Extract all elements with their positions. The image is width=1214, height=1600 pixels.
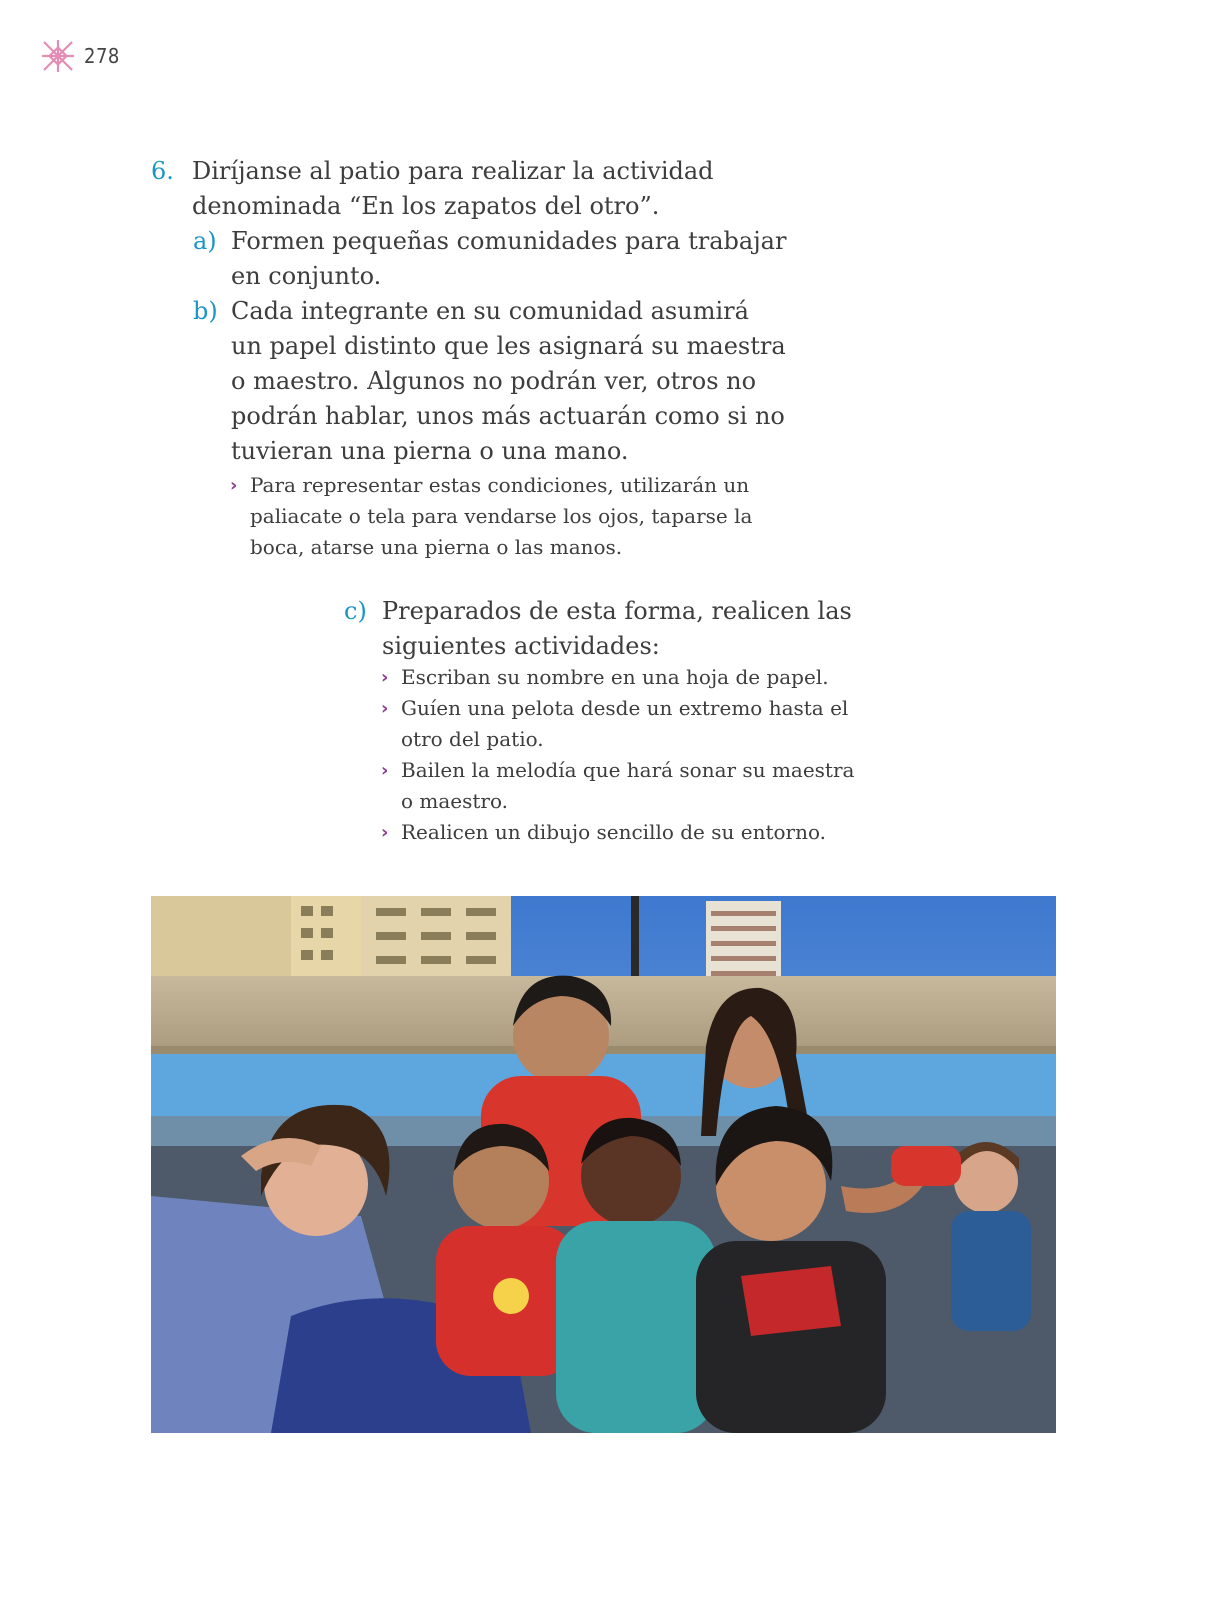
bullet-b	[230, 470, 850, 563]
item-b	[193, 294, 851, 469]
item-c-marker: c)	[344, 597, 367, 625]
bullet-c-line: o maestro.	[401, 789, 509, 813]
bullet-c-line: Escriban su nombre en una hoja de papel.	[401, 665, 829, 689]
item-c-line: Preparados de esta forma, realicen las	[382, 597, 852, 625]
bullet-chevron-icon: ›	[381, 822, 389, 843]
item-b-line: podrán hablar, unos más actuarán como si no	[231, 402, 785, 430]
bullet-chevron-icon: ›	[381, 698, 389, 719]
bullet-b-line: Para representar estas condiciones, utilizarán un	[250, 473, 750, 497]
pink-star-icon	[40, 38, 76, 74]
bullet-b-line: paliacate o tela para vendarse los ojos, taparse la	[250, 504, 753, 528]
bullet-c-line: Realicen un dibujo sencillo de su entorno.	[401, 820, 827, 844]
bullet-c-line: otro del patio.	[401, 727, 544, 751]
bullet-b-line: boca, atarse una pierna o las manos.	[250, 535, 623, 559]
item-b-line: Cada integrante en su comunidad asumirá	[231, 297, 749, 325]
item-c-line: siguientes actividades:	[382, 632, 660, 660]
page-number: 278	[84, 44, 120, 68]
item-a-line: en conjunto.	[231, 262, 382, 290]
item-6	[151, 154, 812, 224]
item-c	[344, 594, 982, 664]
bullet-c-1	[381, 662, 961, 693]
bullet-chevron-icon: ›	[381, 667, 389, 688]
item-a-line: Formen pequeñas comunidades para trabajar	[231, 227, 787, 255]
bullet-chevron-icon: ›	[230, 475, 238, 496]
item-6-line: Diríjanse al patio para realizar la actividad	[192, 157, 714, 185]
item-b-line: o maestro. Algunos no podrán ver, otros no	[231, 367, 757, 395]
bullet-c-4	[381, 817, 961, 848]
item-a-marker: a)	[193, 227, 217, 255]
bullet-c-line: Bailen la melodía que hará sonar su maestra	[401, 758, 855, 782]
bullet-c-2	[381, 693, 961, 755]
item-b-line: un papel distinto que les asignará su maestra	[231, 332, 786, 360]
bullet-chevron-icon: ›	[381, 760, 389, 781]
item-a	[193, 224, 851, 294]
item-6-line: denominada “En los zapatos del otro”.	[192, 192, 660, 220]
item-6-number: 6.	[151, 157, 174, 185]
bullet-c-3	[381, 755, 961, 817]
item-b-marker: b)	[193, 297, 218, 325]
bullet-c-line: Guíen una pelota desde un extremo hasta el	[401, 696, 849, 720]
page-header	[40, 38, 120, 74]
item-b-line: tuvieran una pierna o una mano.	[231, 437, 629, 465]
photo-illustration	[151, 896, 1056, 1433]
children-group-photo	[151, 896, 1056, 1433]
